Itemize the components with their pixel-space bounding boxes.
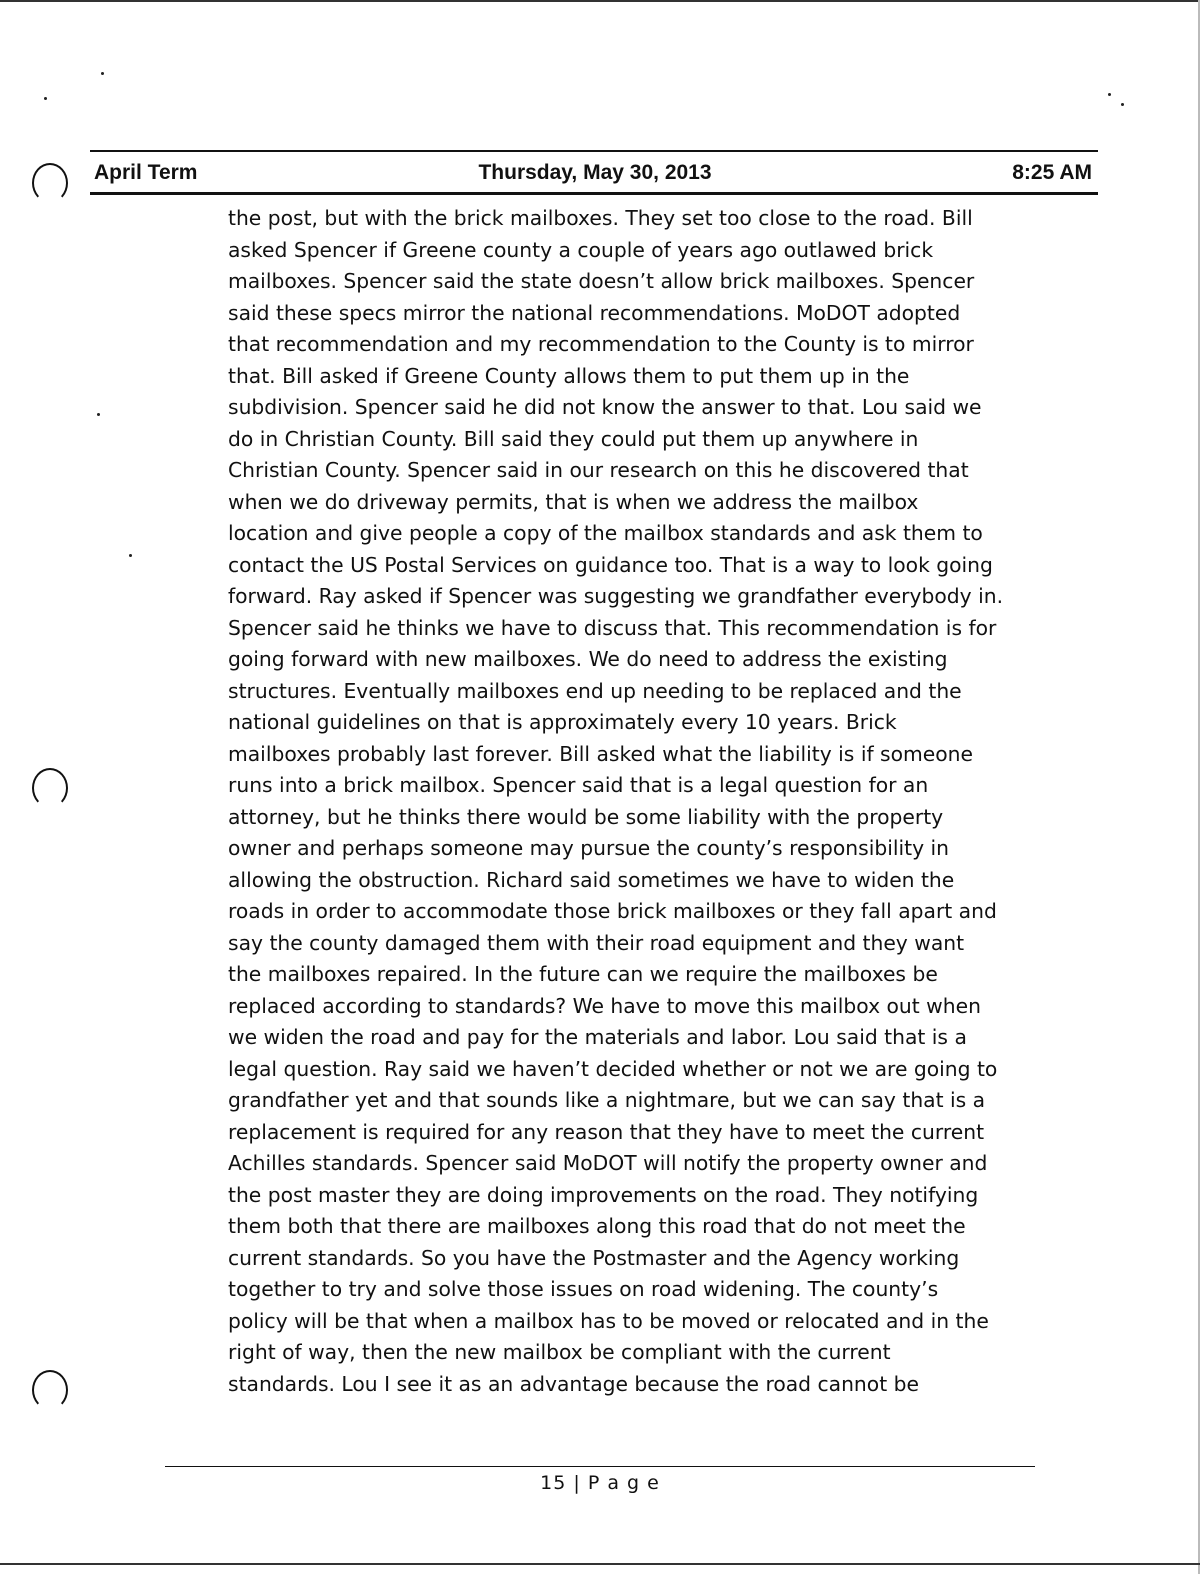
body-line: forward. Ray asked if Spencer was suggesting we grandfather everybody in.	[228, 584, 1004, 608]
scan-speck	[101, 72, 104, 75]
header-rule-top	[90, 150, 1098, 152]
scan-speck	[1121, 103, 1124, 106]
body-line: attorney, but he thinks there would be some liability with the property	[228, 804, 944, 829]
page-number: 15 | P a g e	[540, 1472, 660, 1494]
footer-rule	[165, 1466, 1035, 1467]
body-line: replaced according to standards? We have to move this mailbox out when	[228, 993, 981, 1018]
header-time: 8:25 AM	[1012, 161, 1092, 184]
body-line: right of way, then the new mailbox be compliant with the current	[228, 1340, 891, 1364]
body-line: contact the US Postal Services on guidance too. That is a way to look going	[228, 552, 993, 577]
body-line: Spencer said he thinks we have to discuss that. This recommendation is for	[228, 615, 997, 640]
body-line: mailboxes. Spencer said the state doesn’t allow brick mailboxes. Spencer	[228, 269, 975, 293]
body-line: grandfather yet and that sounds like a nightmare, but we can say that is a	[228, 1088, 986, 1112]
body-line: replacement is required for any reason that they have to meet the current	[228, 1119, 985, 1144]
body-line: standards. Lou I see it as an advantage because the road cannot be	[228, 1371, 919, 1396]
body-line: said these specs mirror the national recommendations. MoDOT adopted	[228, 300, 961, 325]
page-header	[94, 158, 1096, 188]
scan-edge-top	[0, 0, 1200, 2]
body-line: that. Bill asked if Greene County allows them to put them up in the	[228, 363, 910, 388]
binder-hole-top	[32, 163, 68, 203]
body-line: do in Christian County. Bill said they could put them up anywhere in	[228, 426, 919, 451]
body-line: legal question. Ray said we haven’t decided whether or not we are going to	[228, 1056, 998, 1081]
body-line: structures. Eventually mailboxes end up needing to be replaced and the	[228, 678, 962, 703]
body-line: together to try and solve those issues on road widening. The county’s	[228, 1277, 939, 1301]
body-line: Christian County. Spencer said in our research on this he discovered that	[228, 458, 969, 482]
minutes-body	[228, 203, 1038, 1400]
body-line: we widen the road and pay for the materials and labor. Lou said that is a	[228, 1025, 967, 1049]
body-line: the mailboxes repaired. In the future can we require the mailboxes be	[228, 962, 938, 986]
body-line: current standards. So you have the Postmaster and the Agency working	[228, 1245, 960, 1270]
body-line: the post, but with the brick mailboxes. They set too close to the road. Bill	[228, 206, 973, 230]
scan-speck	[44, 97, 47, 100]
scan-speck	[1108, 93, 1111, 96]
body-line: going forward with new mailboxes. We do need to address the existing	[228, 647, 948, 671]
scan-speck	[97, 413, 100, 416]
body-line: Achilles standards. Spencer said MoDOT will notify the property owner and	[228, 1151, 988, 1175]
body-line: owner and perhaps someone may pursue the county’s responsibility in	[228, 836, 950, 860]
header-rule-bottom	[90, 192, 1098, 195]
body-line: them both that there are mailboxes along this road that do not meet the	[228, 1214, 966, 1238]
body-line: runs into a brick mailbox. Spencer said that is a legal question for an	[228, 773, 929, 797]
body-line: when we do driveway permits, that is when we address the mailbox	[228, 489, 919, 514]
binder-hole-bottom	[32, 1370, 68, 1410]
body-line: roads in order to accommodate those brick mailboxes or they fall apart and	[228, 899, 997, 923]
body-line: location and give people a copy of the mailbox standards and ask them to	[228, 521, 983, 545]
body-line: subdivision. Spencer said he did not know the answer to that. Lou said we	[228, 395, 982, 419]
body-line: the post master they are doing improvements on the road. They notifying	[228, 1182, 979, 1207]
header-term: April Term	[94, 161, 198, 184]
body-line: say the county damaged them with their road equipment and they want	[228, 930, 965, 955]
header-date: Thursday, May 30, 2013	[478, 161, 712, 184]
body-line: that recommendation and my recommendation to the County is to mirror	[228, 332, 974, 356]
body-line: national guidelines on that is approximately every 10 years. Brick	[228, 710, 897, 734]
binder-hole-middle	[32, 768, 68, 808]
scan-edge-bottom	[0, 1563, 1200, 1565]
body-line: asked Spencer if Greene county a couple of years ago outlawed brick	[228, 237, 934, 262]
body-line: allowing the obstruction. Richard said sometimes we have to widen the	[228, 867, 955, 892]
scan-speck	[129, 554, 132, 557]
body-line: mailboxes probably last forever. Bill asked what the liability is if someone	[228, 741, 973, 766]
body-line: policy will be that when a mailbox has to be moved or relocated and in the	[228, 1308, 989, 1333]
